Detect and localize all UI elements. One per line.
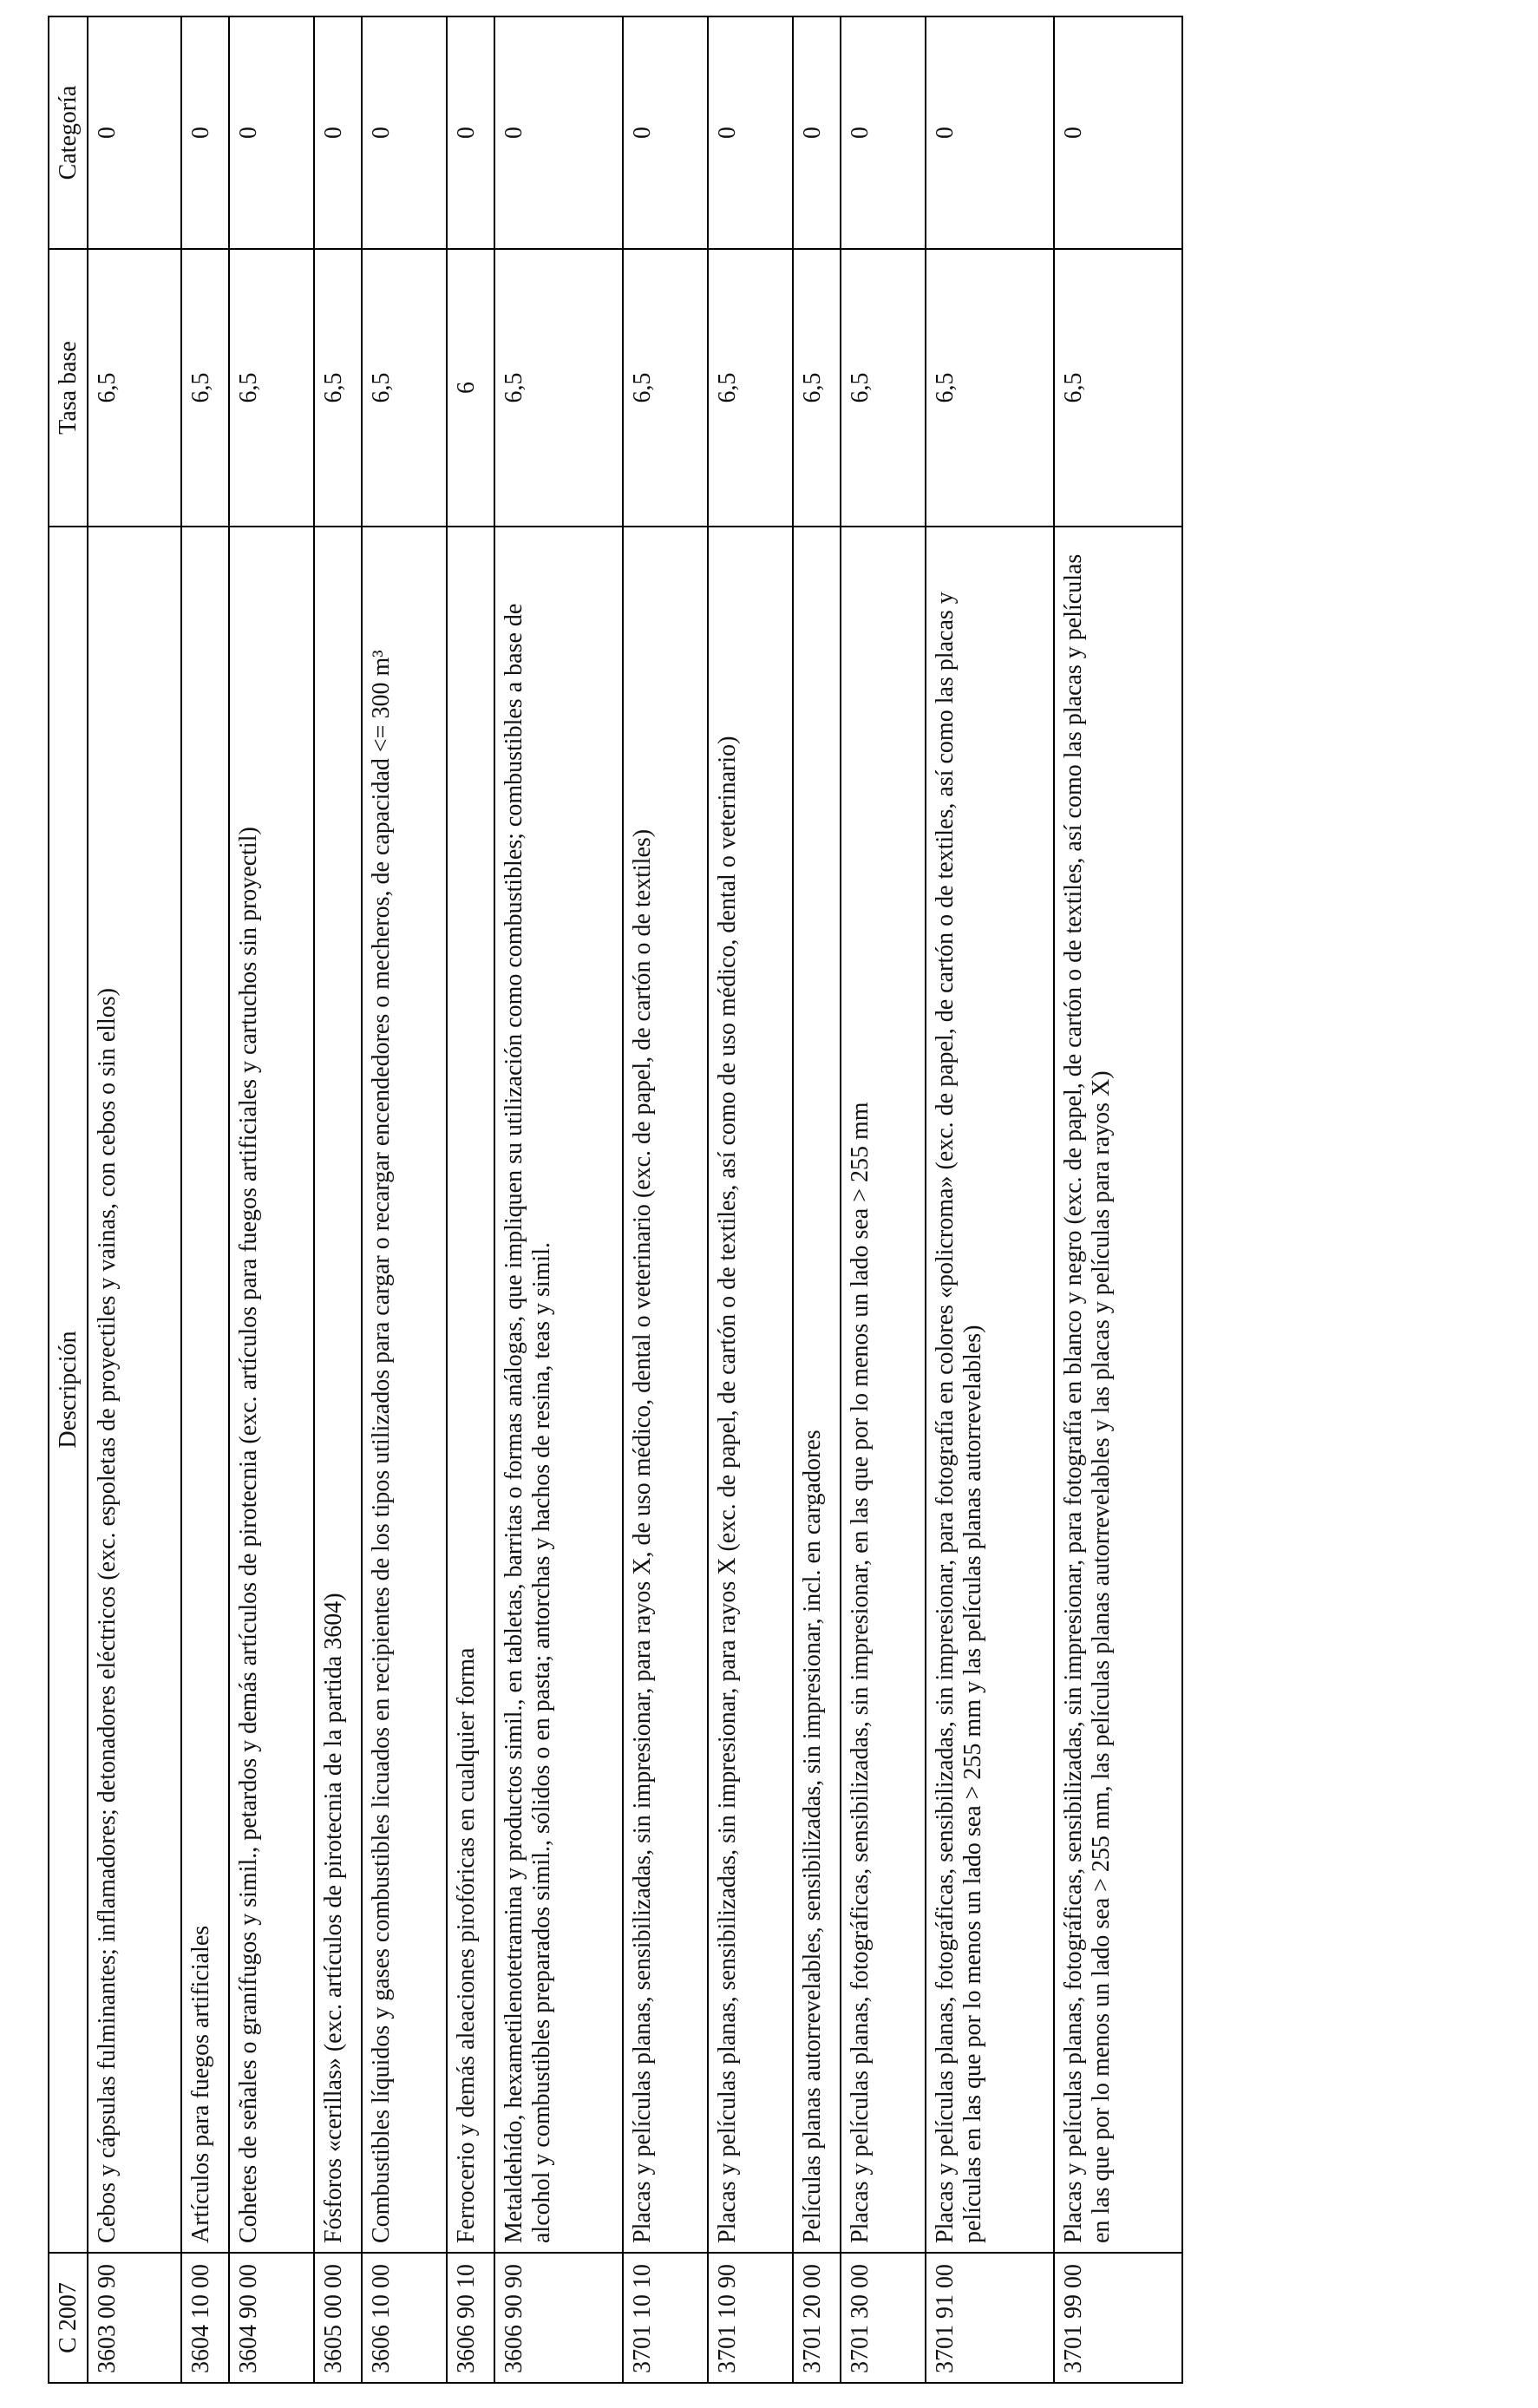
- header-row: [49, 16, 88, 2383]
- table-row: [88, 16, 181, 2383]
- header-rate: Tasa base: [49, 249, 88, 527]
- table-row: [447, 16, 494, 2383]
- row-category: 0: [1054, 16, 1182, 249]
- row-code: 3606 90 90: [494, 2253, 623, 2383]
- table-row: [362, 16, 447, 2383]
- row-category: 0: [229, 16, 314, 249]
- row-rate: 6,5: [314, 249, 362, 527]
- table-row: [623, 16, 708, 2383]
- row-code: 3606 10 00: [362, 2253, 447, 2383]
- row-rate: 6,5: [926, 249, 1054, 527]
- table-row: [181, 16, 229, 2383]
- row-category: 0: [494, 16, 623, 249]
- row-category: 0: [841, 16, 926, 249]
- row-rate: 6,5: [494, 249, 623, 527]
- row-description: Metaldehído, hexametilenotetramina y productos simil., en tabletas, barritas o formas análogas, que impliquen su utilización como combustibles; combustibles a base de alcohol y combustibles preparados simil., sólidos o en pasta; antorchas y hachos de resina, teas y simil.: [494, 527, 623, 2253]
- table-row: [793, 16, 841, 2383]
- row-code: 3604 90 00: [229, 2253, 314, 2383]
- table-row: [708, 16, 793, 2383]
- row-rate: 6,5: [793, 249, 841, 527]
- table-row: [1054, 16, 1182, 2383]
- table-row: [926, 16, 1054, 2383]
- row-description: Placas y películas planas, fotográficas, sensibilizadas, sin impresionar, para fotografía en colores «policroma» (exc. de papel, de cartón o de textiles, así como las placas y películas en las que por lo menos un lado sea > 255 mm y las películas planas autorrevelables): [926, 527, 1054, 2253]
- row-rate: 6: [447, 249, 494, 527]
- row-description: Placas y películas planas, sensibilizadas, sin impresionar, para rayos X, de uso médico, dental o veterinario (exc. de papel, de cartón o de textiles): [623, 527, 708, 2253]
- rotated-page: [48, 17, 1177, 2384]
- row-description: Combustibles líquidos y gases combustibles licuados en recipientes de los tipos utilizados para cargar o recargar encendedores o mecheros, de capacidad <= 300 m³: [362, 527, 447, 2253]
- table-row: [229, 16, 314, 2383]
- row-rate: 6,5: [229, 249, 314, 527]
- row-description: Placas y películas planas, fotográficas, sensibilizadas, sin impresionar, en las que por lo menos un lado sea > 255 mm: [841, 527, 926, 2253]
- row-code: 3605 00 00: [314, 2253, 362, 2383]
- row-description: Películas planas autorrevelables, sensibilizadas, sin impresionar, incl. en cargadores: [793, 527, 841, 2253]
- row-category: 0: [88, 16, 181, 249]
- row-code: 3701 99 00: [1054, 2253, 1182, 2383]
- row-description: Cohetes de señales o granífugos y simil., petardos y demás artículos de pirotecnia (exc. artículos para fuegos artificiales y cartuchos sin proyectil): [229, 527, 314, 2253]
- row-description: Fósforos «cerillas» (exc. artículos de pirotecnia de la partida 3604): [314, 527, 362, 2253]
- row-category: 0: [623, 16, 708, 249]
- row-category: 0: [181, 16, 229, 249]
- table-row: [314, 16, 362, 2383]
- row-category: 0: [793, 16, 841, 249]
- row-category: 0: [926, 16, 1054, 249]
- row-rate: 6,5: [362, 249, 447, 527]
- row-description: Cebos y cápsulas fulminantes; inflamadores; detonadores eléctricos (exc. espoletas de proyectiles y vainas, con cebos o sin ellos): [88, 527, 181, 2253]
- row-description: Ferrocerio y demás aleaciones pirofóricas en cualquier forma: [447, 527, 494, 2253]
- row-description: Placas y películas planas, fotográficas, sensibilizadas, sin impresionar, para fotografía en blanco y negro (exc. de papel, de cartón o de textiles, así como las placas y películas en las que por lo menos un lado sea > 255 mm, las películas planas autorrevelables y las placas y películas para rayos X): [1054, 527, 1182, 2253]
- row-code: 3606 90 10: [447, 2253, 494, 2383]
- row-rate: 6,5: [623, 249, 708, 527]
- row-code: 3604 10 00: [181, 2253, 229, 2383]
- row-description: Placas y películas planas, sensibilizadas, sin impresionar, para rayos X (exc. de papel, de cartón o de textiles, así como de uso médico, dental o veterinario): [708, 527, 793, 2253]
- row-category: 0: [362, 16, 447, 249]
- header-code: C 2007: [49, 2253, 88, 2383]
- row-code: 3701 10 90: [708, 2253, 793, 2383]
- header-category: Categoría: [49, 16, 88, 249]
- row-code: 3701 91 00: [926, 2253, 1054, 2383]
- row-category: 0: [314, 16, 362, 249]
- row-code: 3701 30 00: [841, 2253, 926, 2383]
- row-category: 0: [708, 16, 793, 249]
- row-description: Artículos para fuegos artificiales: [181, 527, 229, 2253]
- tariff-table: [48, 16, 1183, 2384]
- row-rate: 6,5: [708, 249, 793, 527]
- table-row: [841, 16, 926, 2383]
- row-rate: 6,5: [88, 249, 181, 527]
- row-code: 3701 10 10: [623, 2253, 708, 2383]
- row-category: 0: [447, 16, 494, 249]
- row-rate: 6,5: [841, 249, 926, 527]
- row-code: 3701 20 00: [793, 2253, 841, 2383]
- row-rate: 6,5: [1054, 249, 1182, 527]
- row-code: 3603 00 90: [88, 2253, 181, 2383]
- header-description: Descripción: [49, 527, 88, 2253]
- row-rate: 6,5: [181, 249, 229, 527]
- table-row: [494, 16, 623, 2383]
